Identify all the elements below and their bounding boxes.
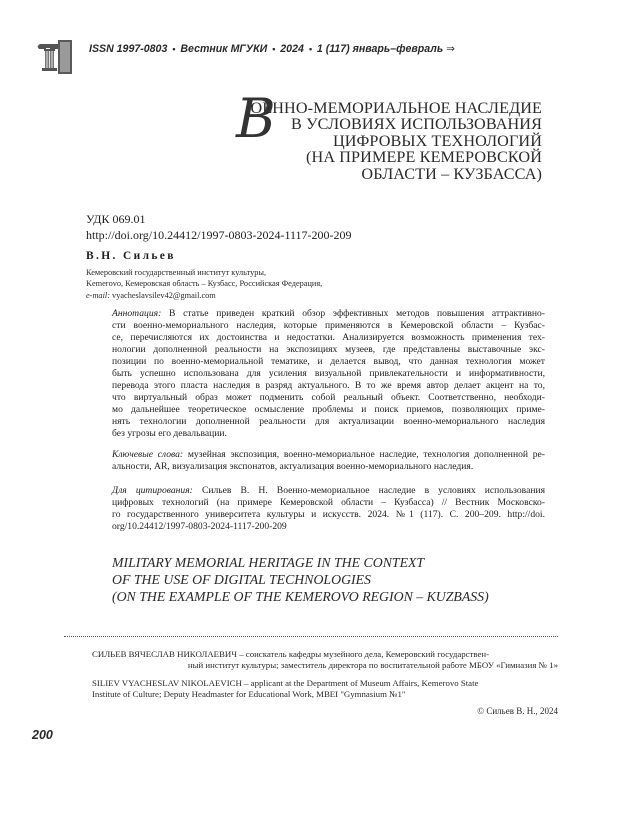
article-title-ru <box>232 87 542 200</box>
citation-line: цифровых технологий (на примере Кемеровской области – Кузбасса) // Вестник Московско- <box>112 497 545 509</box>
keywords-line: альности, AR, визуализация экспонатов, актуализация военно-мемориального наследия. <box>112 461 474 473</box>
citation-line: Сильев В. Н. Военно-мемориальное наследие в условиях использования <box>201 485 546 496</box>
title-initial: В <box>236 87 276 150</box>
bullet-2: • <box>272 44 276 54</box>
title-en-line: (ON THE EXAMPLE OF THE KEMEROVO REGION – KUZBASS) <box>112 589 489 604</box>
udk-doi-block <box>86 211 352 243</box>
citation-line: org/10.24412/1997-0803-2024-1117-200-209 <box>112 521 287 533</box>
copyright: © Сильев В. Н., 2024 <box>477 706 558 716</box>
doi-link[interactable]: http://doi.org/10.24412/1997-0803-2024-1117-200-209 <box>86 228 352 242</box>
author-bio-ru <box>92 649 558 672</box>
abstract <box>112 308 545 441</box>
udk: УДК 069.01 <box>86 212 146 226</box>
abstract-line: сти военно-мемориального наследия, которые применяются в Кемеровской области – Кузбас- <box>112 320 545 332</box>
abstract-line: мо дальнейшее теоретическое осмысление проблемы и поиск приемов, позволяющих приме- <box>112 404 545 416</box>
author-name: В.Н. Сильев <box>86 250 176 262</box>
abstract-line: позиции по военно-мемориальной тематике, и делается вывод, что данная технология может <box>112 356 545 368</box>
abstract-line: се, перечисляются их достоинства и недостатки. Анализируется возможность применения тех- <box>112 332 545 344</box>
journal-year: 2024 <box>280 43 304 55</box>
title-line-2: В УСЛОВИЯХ ИСПОЛЬЗОВАНИЯ <box>291 115 542 134</box>
keywords-line: музейная экспозиция, военно-мемориальное наследие, технология дополненной ре- <box>187 449 545 460</box>
article-title-en <box>112 554 489 605</box>
abstract-line: что виртуальный образ может подменить собой реальный объект. Соответственно, необходи- <box>112 392 545 404</box>
email-label: e-mail: <box>86 290 110 300</box>
journal-header <box>89 43 455 55</box>
abstract-line: В статье приведен краткий обзор эффективных методов повышения аттрактивно- <box>169 308 545 319</box>
bio-ru-line: ный институт культуры; заместитель директора по воспитательной работе МБОУ «Гимназия № 1» <box>187 660 558 671</box>
citation-label: Для цитирования: <box>112 485 193 496</box>
keywords <box>112 449 545 473</box>
bullet-3: • <box>308 44 312 54</box>
abstract-line: быть успешно использована для усиления визуальной привлекательности и информативности, <box>112 368 545 380</box>
email-link[interactable]: vyacheslavsilev42@gmail.com <box>112 290 216 300</box>
dotted-divider <box>64 636 558 637</box>
bio-en-line: Institute of Culture; Deputy Headmaster for Educational Work, MBEI "Gymnasium №1" <box>92 689 406 700</box>
bullet-1: • <box>172 44 176 54</box>
page-number: 200 <box>32 728 53 742</box>
abstract-label: Аннотация: <box>112 308 162 319</box>
title-en-line: MILITARY MEMORIAL HERITAGE IN THE CONTEXT <box>112 555 425 570</box>
citation <box>112 485 545 533</box>
affiliation-address: Kemerovo, Кемеровская область – Кузбасс, Российская Федерация, <box>86 279 323 289</box>
abstract-line: нять технологии дополненной реальности для актуализации военно-мемориального наследия <box>112 416 545 428</box>
title-line-4: (НА ПРИМЕРЕ КЕМЕРОВСКОЙ <box>306 148 542 167</box>
title-line-1: ОЕННО-МЕМОРИАЛЬНОЕ НАСЛЕДИЕ <box>250 99 542 117</box>
bio-en-line: SILIEV VYACHESLAV NIKOLAEVICH – applicant at the Department of Museum Affairs, Kemerovo State <box>92 678 479 688</box>
arrow-icon: ⇒ <box>446 43 455 55</box>
journal-name: Вестник МГУКИ <box>180 43 268 55</box>
affiliation-org: Кемеровский государственный институт культуры, <box>86 268 267 277</box>
journal-issue: 1 (117) январь–февраль <box>316 43 444 55</box>
column-logo-icon <box>34 40 72 74</box>
abstract-line: без угрозы его девальвации. <box>112 428 227 440</box>
affiliation <box>86 267 322 301</box>
title-line-3: ЦИФРОВЫХ ТЕХНОЛОГИЙ <box>332 131 542 150</box>
issn: ISSN 1997-0803 <box>89 43 168 55</box>
bio-ru-line: СИЛЬЕВ ВЯЧЕСЛАВ НИКОЛАЕВИЧ – соискатель кафедры музейного дела, Кемеровский государствен- <box>92 649 490 659</box>
title-line-5: ОБЛАСТИ – КУЗБАССА) <box>361 164 542 183</box>
author-bio-en <box>92 678 558 701</box>
abstract-line: перевода этого пласта наследия в разряд актуального. В то же время автор делает акцент на то, <box>112 380 545 392</box>
keywords-label: Ключевые слова: <box>112 449 184 460</box>
abstract-line: нологии дополненной реальности на экспозициях музеев, где представлены выставочные экс- <box>112 344 545 356</box>
title-en-line: OF THE USE OF DIGITAL TECHNOLOGIES <box>112 572 371 587</box>
citation-line: го государственного университета культуры и искусств. 2024. №1 (117). С. 200–209. http://doi. <box>112 509 545 521</box>
